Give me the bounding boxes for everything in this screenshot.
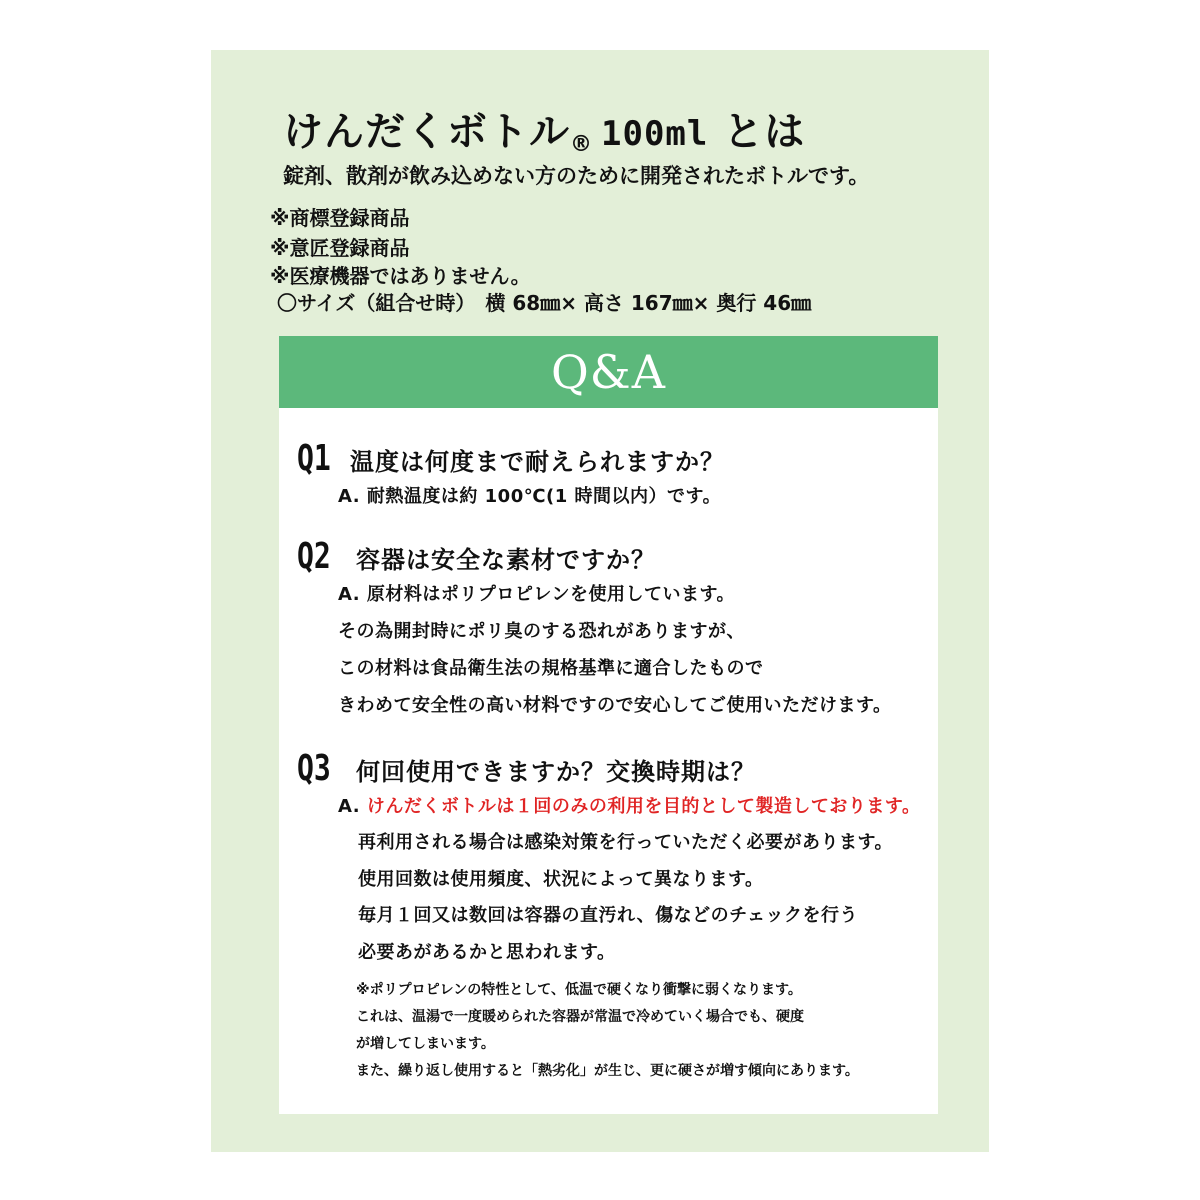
q3-answer-highlight: けんだくボトルは１回のみの利用を目的として製造しております。 [366, 796, 921, 817]
note-size: 〇サイズ（組合せ時） 横 68㎜× 高さ 167㎜× 奥行 46㎜ [277, 291, 812, 315]
q2-answer-line: その為開封時にポリ臭のする恐れがありますが、 [338, 621, 745, 642]
q3-answer-line: 使用回数は使用頻度、状況によって異なります。 [358, 869, 764, 890]
q2-answer-line [338, 580, 735, 606]
q2-answer-line: きわめて安全性の高い材料ですので安心してご使用いただけます。 [338, 695, 892, 716]
q3-note-line: これは、温湯で一度暖められた容器が常温で冷めていく場合でも、硬度 [356, 1009, 804, 1025]
registered-mark: ® [570, 132, 593, 157]
q3-answer-line: 再利用される場合は感染対策を行っていただく必要があります。 [358, 832, 894, 853]
q3-question: 何回使用できますか？交換時期は？ [356, 758, 756, 786]
q2-answer-text: 原材料はポリプロピレンを使用しています。 [366, 584, 735, 605]
answer-label: A. [338, 486, 361, 507]
q1-question: 温度は何度まで耐えられますか？ [350, 448, 725, 476]
note-trademark: ※商標登録商品 [270, 206, 410, 230]
q3-note-line: ※ポリプロピレンの特性として、低温で硬くなり衝撃に弱くなります。 [356, 982, 802, 998]
note-medical: ※医療機器ではありません。 [270, 264, 531, 288]
q3-answer-line: 毎月１回又は数回は容器の直汚れ、傷などのチェックを行う [358, 905, 859, 926]
q1-answer [338, 482, 721, 508]
q2-number: Q2 [297, 536, 331, 577]
q3-note-line: が増してしまいます。 [356, 1036, 495, 1052]
q1-answer-text: 耐熱温度は約 100℃(1 時間以内）です。 [366, 486, 722, 507]
answer-label: A. [338, 796, 361, 817]
note-design: ※意匠登録商品 [270, 236, 410, 260]
page-title [283, 100, 805, 157]
q3-answer-line [338, 792, 920, 818]
q1-number: Q1 [297, 438, 331, 479]
product-size: 100ml [601, 114, 709, 154]
q3-note-line: また、繰り返し使用すると「熱劣化」が生じ、更に硬さが増す傾向にあります。 [356, 1063, 859, 1079]
qa-header [279, 336, 938, 408]
q2-question: 容器は安全な素材ですか？ [356, 546, 656, 574]
answer-label: A. [338, 584, 361, 605]
subtitle: 錠剤、散剤が飲み込めない方のために開発されたボトルです。 [283, 164, 870, 188]
title-suffix: とは [723, 109, 806, 155]
q3-answer-line: 必要あがあるかと思われます。 [358, 942, 616, 963]
qa-heading: Q&A [551, 345, 666, 399]
product-name: けんだくボトル [283, 109, 570, 155]
q2-answer-line: この材料は食品衛生法の規格基準に適合したもので [338, 658, 764, 679]
q3-number: Q3 [297, 748, 331, 789]
